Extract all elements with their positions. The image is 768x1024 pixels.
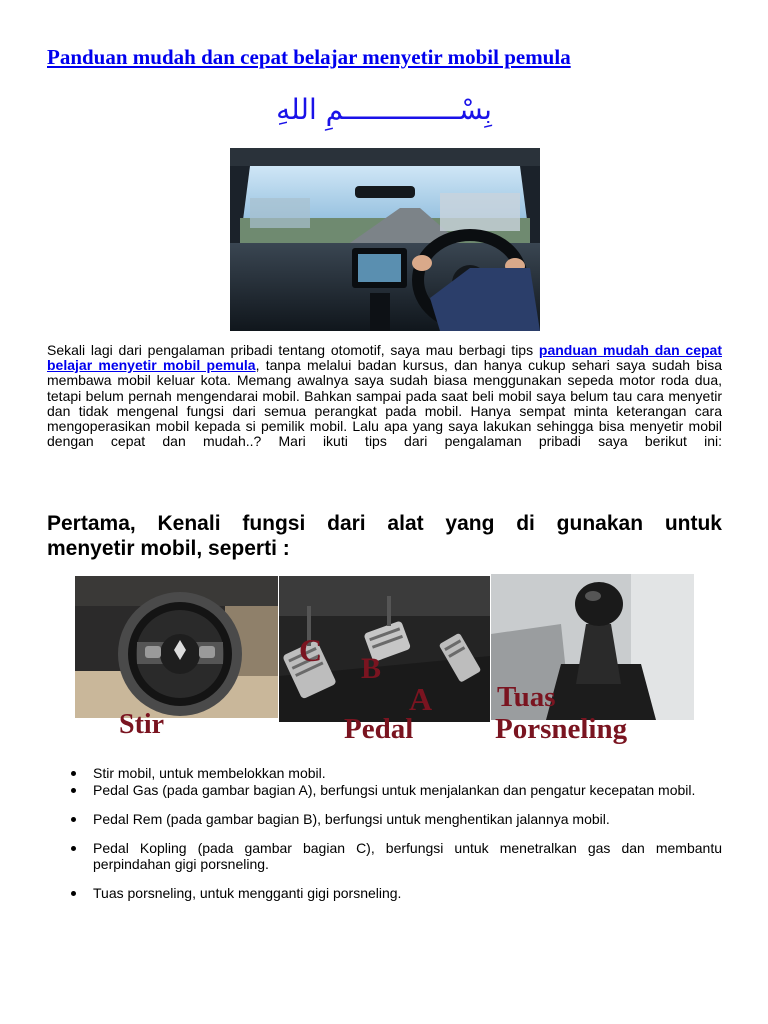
bullet-icon (71, 771, 76, 776)
pedal-label-b: B (361, 652, 382, 685)
list-item (71, 840, 722, 872)
pedals-photo (279, 576, 490, 722)
bullet-icon (71, 846, 76, 851)
car-interior-photo (230, 148, 540, 331)
caption-tuas: Tuas (497, 681, 556, 713)
caption-stir: Stir (119, 709, 165, 740)
section-heading-line2: menyetir mobil, seperti : (47, 537, 290, 560)
article-title-link[interactable]: Panduan mudah dan cepat belajar menyetir mobil pemula (47, 45, 571, 69)
section-heading-line1: Pertama, Kenali fungsi dari alat yang di gunakan untuk (47, 512, 722, 535)
bullet-icon (71, 891, 76, 896)
section-heading (47, 511, 722, 561)
steering-wheel-photo (75, 576, 278, 718)
list-item (71, 811, 722, 827)
bullet-icon (71, 817, 76, 822)
basmala-calligraphy: بِسْــــــــــــــمِ اللهِ (276, 93, 492, 126)
function-list (71, 765, 722, 901)
intro-link[interactable]: panduan mudah dan cepat belajar menyetir mobil pemula (47, 342, 722, 374)
list-item-text: Tuas porsneling, untuk mengganti gigi porsneling. (93, 885, 402, 901)
list-item-text: Pedal Rem (pada gambar bagian B), berfungsi untuk menghentikan jalannya mobil. (93, 811, 610, 827)
list-item-text: Pedal Gas (pada gambar bagian A), berfungsi untuk menjalankan dan pengatur kecepatan mobil. (93, 782, 696, 798)
intro-text-before: Sekali lagi dari pengalaman pribadi tentang otomotif, saya mau berbagi tips (47, 342, 539, 358)
caption-pedal: Pedal (344, 713, 414, 745)
list-item-text: Pedal Kopling (pada gambar bagian C), berfungsi untuk menetralkan gas dan membantu perpindahan gigi porsneling. (93, 840, 722, 872)
intro-paragraph (47, 343, 722, 449)
list-item (71, 782, 722, 798)
pedal-label-c: C (299, 632, 323, 668)
pedal-label-a: A (409, 681, 433, 717)
list-item (71, 885, 722, 901)
list-item-text: Stir mobil, untuk membelokkan mobil. (93, 765, 326, 781)
bullet-icon (71, 788, 76, 793)
intro-text-after: , tanpa melalui badan kursus, dan hanya cukup sehari saya sudah bisa membawa mobil keluar kota. Memang awalnya saya sudah biasa menggunakan sepeda motor roda dua, tetapi belum pernah mengendarai mobil. Bahkan sampai pada saat beli mobil saya belum tau cara menyetir dan tidak mengenal fungsi dari semua perangkat pada mobil. Hanya sempat minta keterangan cara mengoperasikan mobil kepada si pemilik mobil. Lalu apa yang saya lakukan sehingga bisa menyetir mobil dengan cepat dan mudah..? Mari ikuti tips dari pengalaman pribadi saya berikut ini: (47, 357, 722, 450)
list-item (71, 765, 722, 781)
caption-porsneling: Porsneling (495, 713, 628, 745)
